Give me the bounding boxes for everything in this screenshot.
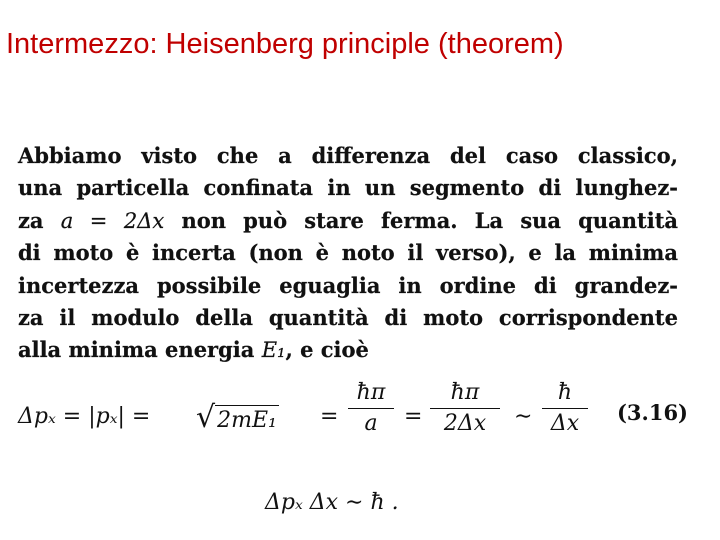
eq-lhs: Δpₓ = |pₓ| =: [18, 404, 151, 429]
paragraph-line-1: Abbiamo visto che a differenza del caso classico,: [18, 143, 678, 168]
frac-hbar-over-dx: [542, 380, 588, 437]
equation-3-16: [18, 380, 688, 450]
frac1-numerator: ħπ: [348, 380, 394, 409]
paragraph-line-7-start: alla minima energia: [18, 337, 255, 363]
inline-math-e1: E₁: [261, 338, 286, 363]
frac2-numerator: ħπ: [430, 380, 500, 409]
frac1-denominator: a: [364, 411, 378, 436]
paragraph-line-3-end: non può stare ferma. La sua quantità: [181, 207, 679, 233]
paragraph-line-2: una particella confinata in un segmento di lunghez-: [18, 175, 678, 201]
inline-math-a-eq-2dx: a = 2Δx: [60, 208, 165, 233]
eq-equals-2: =: [404, 404, 423, 429]
uncertainty-relation: Δpₓ Δx ∼ ħ .: [265, 490, 399, 515]
frac3-numerator: ħ: [542, 380, 588, 409]
frac-hbar-pi-over-2dx: [430, 380, 500, 437]
sqrt-symbol: √: [196, 400, 216, 435]
paragraph-line-3: [18, 205, 678, 237]
frac2-denominator: 2Δx: [443, 411, 487, 436]
body-paragraph: [18, 140, 678, 367]
sqrt-radicand: 2mE₁: [215, 405, 279, 433]
paragraph-line-4: di moto è incerta (non è noto il verso), e la minima: [18, 240, 678, 266]
eq-sqrt: [196, 400, 279, 435]
paragraph-line-7-end: , e cioè: [285, 337, 369, 363]
paragraph-line-6: za il modulo della quantità di moto corrispondente: [18, 305, 678, 331]
frac-hbar-pi-over-a: [348, 380, 394, 437]
paragraph-line-5: incertezza possibile eguaglia in ordine di grandez-: [18, 272, 678, 298]
frac3-denominator: Δx: [550, 411, 580, 436]
paragraph-line-7: [18, 334, 678, 366]
slide-title: Intermezzo: Heisenberg principle (theorem): [6, 28, 564, 60]
paragraph-line-3-start: za: [18, 207, 44, 233]
eq-equals-1: =: [320, 404, 339, 429]
eq-sim: ∼: [514, 404, 533, 429]
equation-number: (3.16): [616, 400, 688, 425]
